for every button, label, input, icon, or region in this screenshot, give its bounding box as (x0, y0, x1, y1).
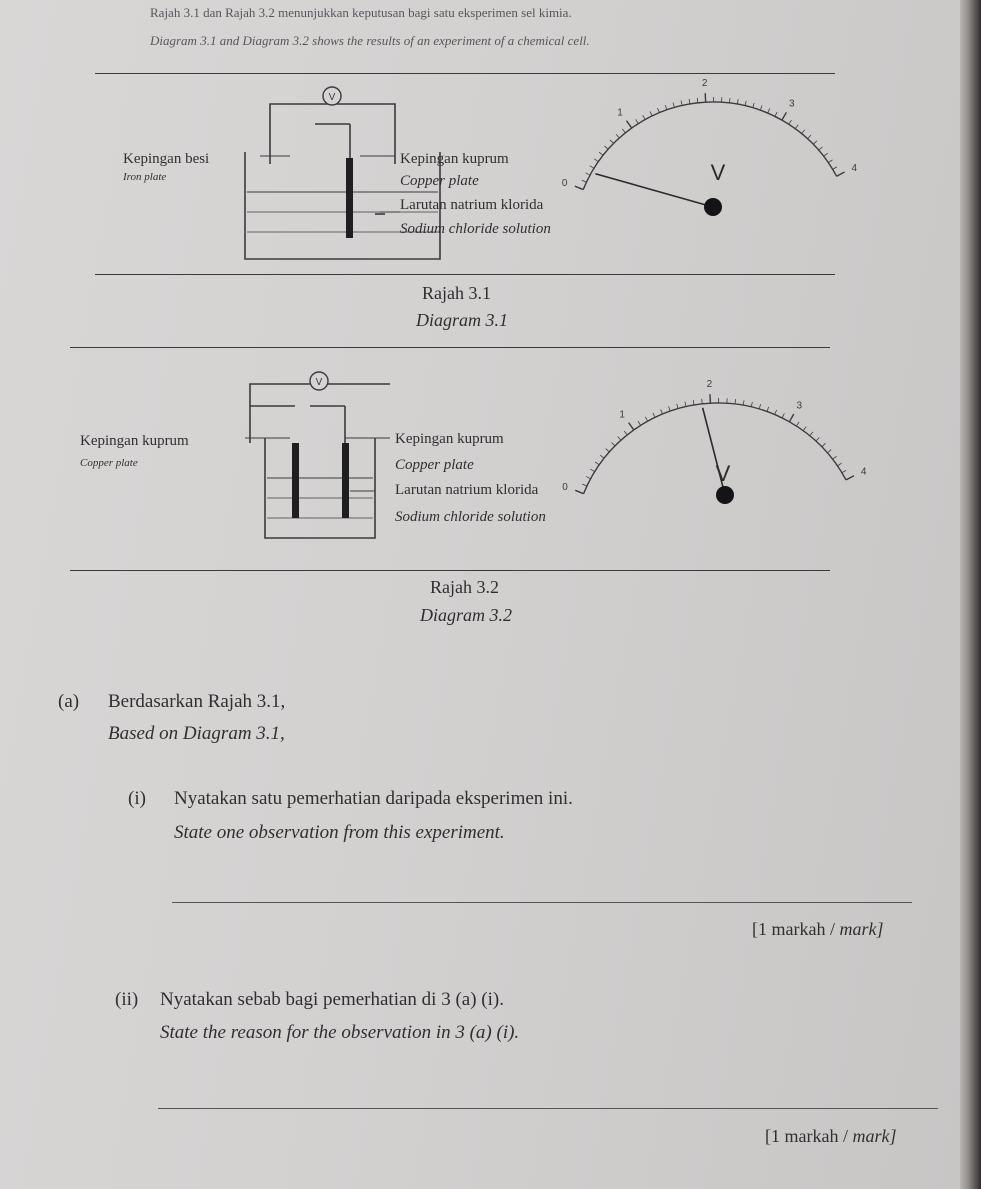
right-copper-label-ms: Kepingan kuprum (395, 431, 504, 447)
minor-tick (789, 120, 792, 124)
minor-tick (802, 130, 805, 134)
minor-tick (594, 159, 598, 162)
paper-edge-shadow (960, 0, 981, 1189)
major-tick (575, 490, 583, 493)
scale-label: 2 (706, 379, 713, 391)
minor-tick (658, 108, 660, 113)
meter-pointer (595, 174, 713, 207)
minor-tick (582, 180, 587, 182)
copper-plate-label-ms: Kepingan kuprum (400, 151, 509, 167)
minor-tick (808, 135, 811, 139)
question-a-label: (a) (58, 691, 80, 712)
minor-tick (775, 112, 777, 116)
minor-tick (837, 463, 841, 466)
minor-tick (600, 455, 604, 458)
minor-tick (610, 140, 614, 144)
minor-tick (819, 147, 823, 150)
minor-tick (729, 98, 730, 103)
minor-tick (624, 431, 627, 435)
voltmeter-dial (562, 78, 858, 216)
part-i-marks: [1 markah / mark] (752, 919, 884, 939)
minor-tick (745, 101, 746, 106)
part-i-answer-line[interactable] (172, 902, 912, 903)
minor-tick (796, 422, 799, 426)
svg-text:V: V (315, 377, 323, 388)
minor-tick (816, 437, 819, 441)
minor-tick (669, 406, 671, 411)
meter-pivot (716, 486, 734, 504)
intro-line-english: Diagram 3.1 and Diagram 3.2 shows the results of an experiment of a chemical cell. (150, 33, 590, 48)
part-ii-marks: [1 markah / mark] (765, 1126, 897, 1146)
left-copper-label-ms: Kepingan kuprum (80, 433, 189, 449)
minor-tick (653, 413, 655, 418)
minor-tick (665, 105, 667, 110)
major-tick (782, 112, 786, 120)
beaker (265, 438, 375, 538)
iron-plate-label-en: Iron plate (123, 171, 167, 183)
minor-tick (702, 399, 703, 404)
scale-label: 4 (860, 466, 867, 478)
minor-tick (768, 109, 770, 114)
question-a-stem-ms: Berdasarkan Rajah 3.1, (108, 691, 286, 712)
scale-label: 3 (789, 98, 795, 110)
copper-plate-label-en: Copper plate (400, 173, 479, 189)
minor-tick (595, 462, 599, 465)
minor-tick (638, 421, 641, 425)
diagram-3-2-caption-en: Diagram 3.2 (420, 605, 513, 625)
svg-text:V: V (328, 92, 336, 103)
minor-tick (616, 134, 619, 138)
part-i-text-en: State one observation from this experiment. (174, 822, 505, 843)
minor-tick (645, 417, 647, 421)
minor-tick (767, 407, 769, 412)
major-tick (629, 423, 634, 430)
minor-tick (582, 484, 587, 486)
part-ii-text-en: State the reason for the observation in 3 (a) (i). (160, 1022, 520, 1043)
diagram-3-1-caption-ms: Rajah 3.1 (422, 283, 491, 303)
minor-tick (586, 476, 590, 478)
minor-tick (803, 427, 806, 431)
scale-label: 2 (701, 78, 708, 90)
minor-tick (604, 146, 608, 149)
minor-tick (822, 443, 826, 446)
minor-tick (759, 404, 760, 409)
solution-label-ms: Larutan natrium klorida (395, 482, 539, 498)
minor-tick (618, 437, 621, 441)
major-tick (846, 476, 854, 480)
minor-tick (737, 99, 738, 104)
scale-label: 1 (619, 409, 625, 421)
question-a-stem-en: Based on Diagram 3.1, (108, 723, 285, 744)
part-i-label: (i) (128, 788, 146, 809)
minor-tick (813, 141, 817, 144)
solution-label-en: Sodium chloride solution (395, 509, 546, 525)
minor-tick (760, 106, 762, 111)
scale-label: 0 (562, 482, 568, 494)
iron-plate-electrode (346, 158, 353, 238)
minor-tick (599, 152, 603, 155)
copper-plate-electrode-left (292, 443, 299, 518)
minor-tick (693, 400, 694, 405)
minor-tick (827, 450, 831, 453)
minor-tick (611, 442, 615, 446)
diagram-3-2-caption-ms: Rajah 3.2 (430, 577, 499, 597)
copper-plate-electrode-right (342, 443, 349, 518)
minor-tick (735, 399, 736, 404)
scale-label: 4 (851, 162, 858, 174)
minor-tick (689, 99, 690, 104)
minor-tick (622, 129, 625, 133)
minor-tick (824, 153, 828, 156)
meter-pivot (704, 198, 722, 216)
minor-tick (643, 115, 645, 119)
diagram-3-1 (95, 73, 858, 275)
minor-tick (833, 167, 837, 170)
iron-plate-label-ms: Kepingan besi (123, 151, 210, 167)
minor-tick (842, 470, 846, 473)
major-tick (626, 121, 631, 128)
minor-tick (586, 173, 590, 175)
minor-tick (810, 432, 813, 436)
left-copper-label-en: Copper plate (80, 457, 138, 469)
diagram-3-2 (70, 347, 867, 571)
scale-label: 0 (561, 178, 568, 190)
minor-tick (673, 103, 674, 108)
part-ii-label: (ii) (115, 989, 139, 1010)
minor-tick (782, 413, 784, 417)
minor-tick (677, 404, 678, 409)
minor-tick (743, 400, 744, 405)
minor-tick (828, 160, 832, 163)
solution-label-ms: Larutan natrium klorida (400, 197, 544, 213)
major-tick (789, 414, 793, 422)
right-copper-label-en: Copper plate (395, 457, 474, 473)
connecting-wire (270, 104, 395, 164)
solution-label-en: Sodium chloride solution (400, 221, 551, 237)
minor-tick (833, 456, 837, 459)
major-tick (575, 186, 583, 189)
part-ii-text-ms: Nyatakan sebab bagi pemerhatian di 3 (a) (i). (160, 989, 504, 1010)
minor-tick (751, 402, 752, 407)
minor-tick (697, 98, 698, 103)
minor-tick (590, 166, 594, 169)
minor-tick (590, 469, 594, 472)
minor-tick (661, 409, 663, 414)
minor-tick (685, 402, 686, 407)
diagram-3-1-caption-en: Diagram 3.1 (416, 310, 509, 330)
major-tick (837, 172, 845, 176)
connecting-wire (250, 384, 390, 443)
minor-tick (681, 101, 682, 106)
part-i-text-ms: Nyatakan satu pemerhatian daripada eksperimen ini. (174, 788, 573, 809)
minor-tick (650, 111, 652, 116)
minor-tick (636, 119, 639, 123)
scale-label: 3 (796, 400, 803, 412)
intro-line-malay: Rajah 3.1 dan Rajah 3.2 menunjukkan keputusan bagi satu eksperimen sel kimia. (150, 5, 572, 20)
part-ii-answer-line[interactable] (158, 1108, 938, 1109)
scale-label: 1 (617, 107, 623, 119)
minor-tick (775, 410, 777, 415)
minor-tick (795, 125, 798, 129)
minor-tick (753, 103, 754, 108)
minor-tick (606, 449, 610, 452)
voltmeter-unit-label: V (710, 160, 726, 185)
voltmeter-dial (562, 379, 867, 504)
voltmeter-unit-label: V (715, 461, 731, 486)
